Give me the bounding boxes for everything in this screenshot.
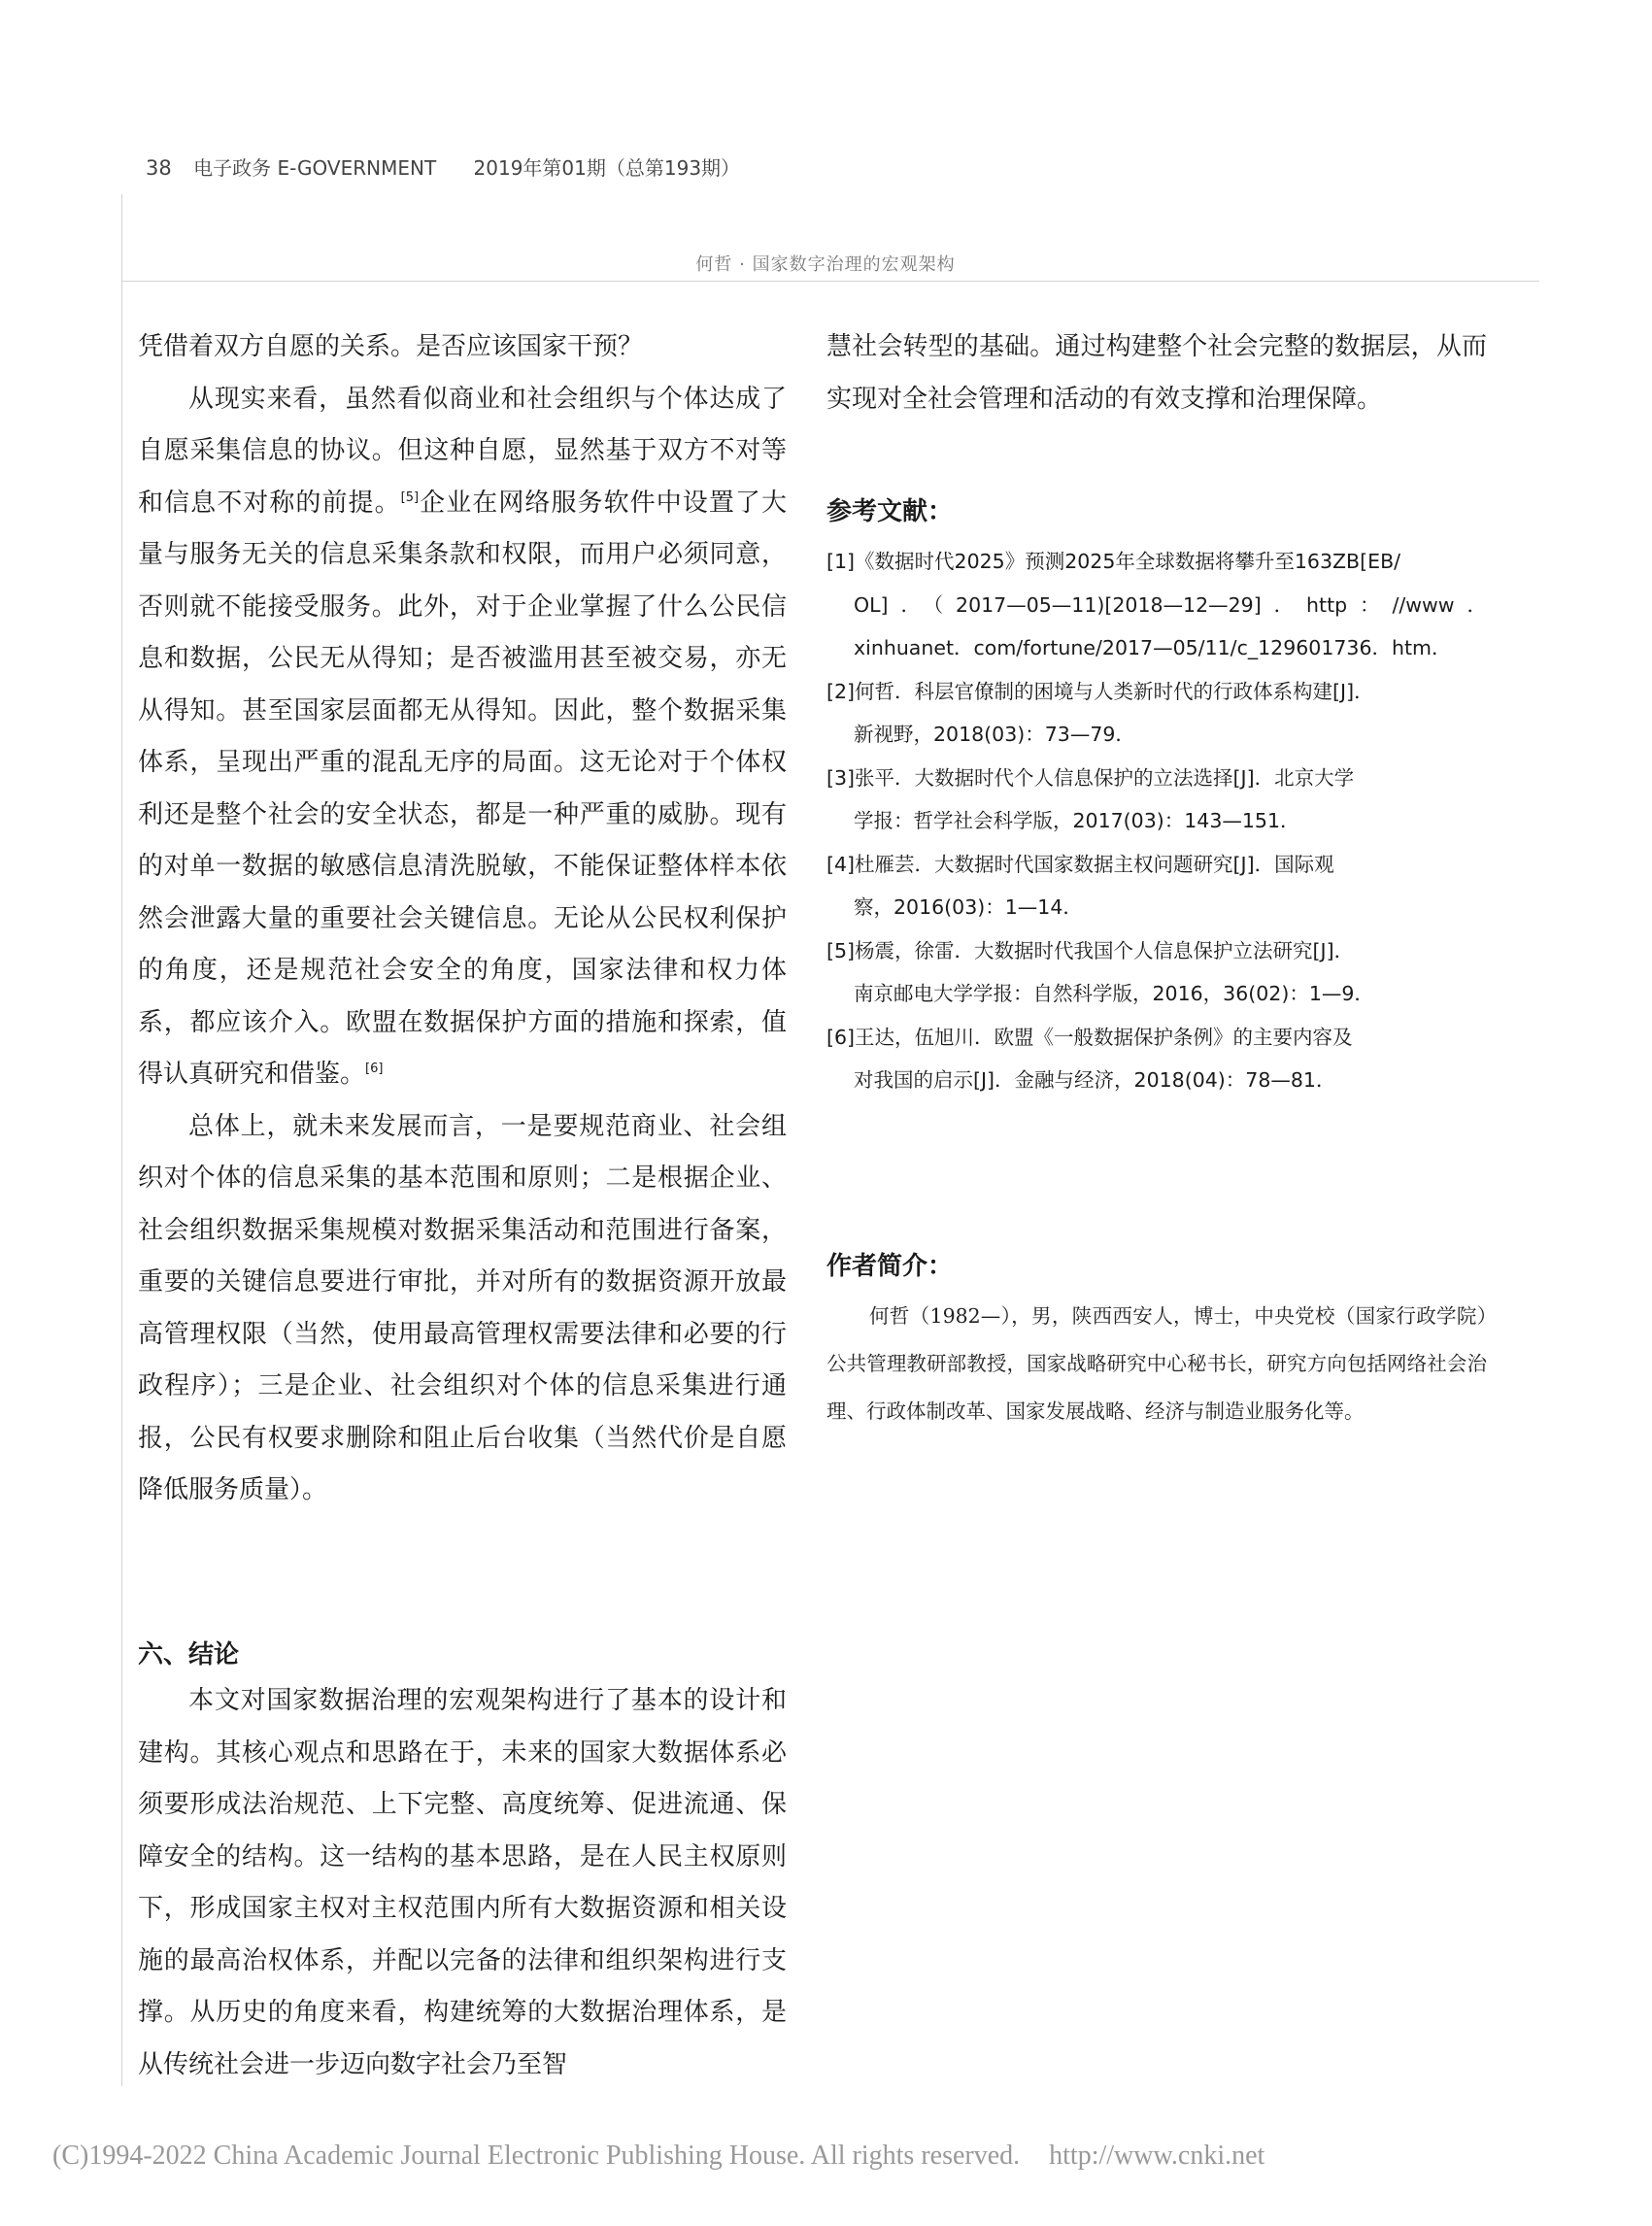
paragraph: 本文对国家数据治理的宏观架构进行了基本的设计和建构。其核心观点和思路在于，未来的国家大数据体系必须要形成法治规范、上下完整、高度统筹、促进流通、保障安全的结构。这一结构的基本思路，是在人民主权原则下，形成国家主权对主权范围内所有大数据资源和相关设施的最高治权体系，并配以完备的法律和组织架构进行支撑。从历史的角度来看，构建统筹的大数据治理体系，是从传统社会进一步迈向数字社会乃至智 (138, 1686, 787, 2079)
reference-item (826, 757, 1487, 843)
reference-text: 南京邮电大学学报：自然科学版，2016，36(02)：1—9． (854, 982, 1374, 1005)
reference-text: [1]《数据时代2025》预测2025年全球数据将攀升至163ZB[EB/ (826, 550, 1401, 573)
author-bio-block (826, 1293, 1487, 1435)
margin-rule (121, 194, 122, 2086)
paragraph-text: 从现实来看，虽然看似商业和社会组织与个体达成了自愿采集信息的协议。但这种自愿，显然基于双方不对等和信息不对称的前提。 (138, 384, 787, 518)
paragraph: 总体上，就未来发展而言，一是要规范商业、社会组织对个体的信息采集的基本范围和原则；二是根据企业、社会组织数据采集规模对数据采集活动和范围进行备案，重要的关键信息要进行审批，并对所有的数据资源开放最高管理权限（当然，使用最高管理权需要法律和必要的行政程序）；三是企业、社会组织对个体的信息采集进行通报，公民有权要求删除和阻止后台收集（当然代价是自愿降低服务质量）。 (138, 1111, 787, 1504)
right-column (826, 321, 1487, 425)
reference-text: [4]杜雁芸．大数据时代国家数据主权问题研究[J]．国际观 (826, 852, 1334, 876)
section-heading: 六、结论 (138, 1640, 240, 1670)
citation-marker: [5] (400, 489, 420, 505)
reference-item (826, 929, 1487, 1016)
left-column (138, 321, 787, 1517)
reference-text: [2]何哲．科层官僚制的困境与人类新时代的行政体系构建[J]． (826, 679, 1374, 703)
issue-info: 2019年第01期（总第193期） (473, 156, 741, 180)
reference-item (826, 1016, 1487, 1102)
reference-text: 察，2016(03)：1—14． (854, 895, 1083, 919)
paragraph (138, 374, 787, 1101)
running-title: 何哲 · 国家数字治理的宏观架构 (695, 254, 956, 275)
journal-name: 电子政务 E-GOVERNMENT (193, 156, 437, 180)
page-header (146, 152, 740, 181)
reference-text: [5]杨震，徐雷．大数据时代我国个人信息保护立法研究[J]． (826, 938, 1355, 962)
reference-item (826, 843, 1487, 929)
copyright-text: (C)1994-2022 China Academic Journal Electronic Publishing House. All rights reserved. (52, 2141, 1021, 2171)
reference-text: 学报：哲学社会科学版，2017(03)：143—151． (854, 809, 1300, 832)
reference-item (826, 540, 1487, 670)
copyright-footer (52, 2141, 1264, 2172)
left-column-lower (138, 1675, 787, 2091)
reference-text: [6]王达，伍旭川．欧盟《一般数据保护条例》的主要内容及 (826, 1025, 1353, 1049)
page-number: 38 (146, 156, 172, 180)
reference-item (826, 670, 1487, 757)
references-heading: 参考文献： (826, 497, 954, 526)
reference-text: OL]．（2017—05—11)[2018—12—29]．http：//www．xinhuanet．com/fortune/2017—05/11/c_129601736．htm． (854, 592, 1487, 659)
reference-text: 新视野，2018(03)：73—79． (854, 723, 1135, 746)
citation-marker: [6] (365, 1062, 384, 1076)
author-heading: 作者简介： (826, 1252, 954, 1281)
paragraph-continued: 凭借着双方自愿的关系。是否应该国家干预？ (138, 332, 644, 361)
reference-text: 对我国的启示[J]．金融与经济，2018(04)：78—81． (854, 1068, 1336, 1092)
paragraph-text: 企业在网络服务软件中设置了大量与服务无关的信息采集条款和权限，而用户必须同意，否则就不能接受服务。此外，对于企业掌握了什么公民信息和数据，公民无从得知；是否被滥用甚至被交易，亦无从得知。甚至国家层面都无从得知。因此，整个数据采集体系，呈现出严重的混乱无序的局面。这无论对于个体权利还是整个社会的安全状态，都是一种严重的威胁。现有的对单一数据的敏感信息清洗脱敏，不能保证整体样本依然会泄露大量的重要社会关键信息。无论从公民权利保护的角度，还是规范社会安全的角度，国家法律和权力体系，都应该介入。欧盟在数据保护方面的措施和探索，值得认真研究和借鉴。 (138, 488, 787, 1089)
header-rule (121, 281, 1539, 282)
references-list (826, 540, 1487, 1102)
author-bio: 何哲（1982—），男，陕西西安人，博士，中央党校（国家行政学院）公共管理教研部教授，国家战略研究中心秘书长，研究方向包括网络社会治理、行政体制改革、国家发展战略、经济与制造业服务化等。 (826, 1304, 1487, 1423)
source-url[interactable]: http://www.cnki.net (1049, 2141, 1265, 2171)
reference-text: [3]张平．大数据时代个人信息保护的立法选择[J]．北京大学 (826, 765, 1355, 790)
paragraph-continued: 慧社会转型的基础。通过构建整个社会完整的数据层，从而实现对全社会管理和活动的有效支撑和治理保障。 (826, 332, 1487, 414)
